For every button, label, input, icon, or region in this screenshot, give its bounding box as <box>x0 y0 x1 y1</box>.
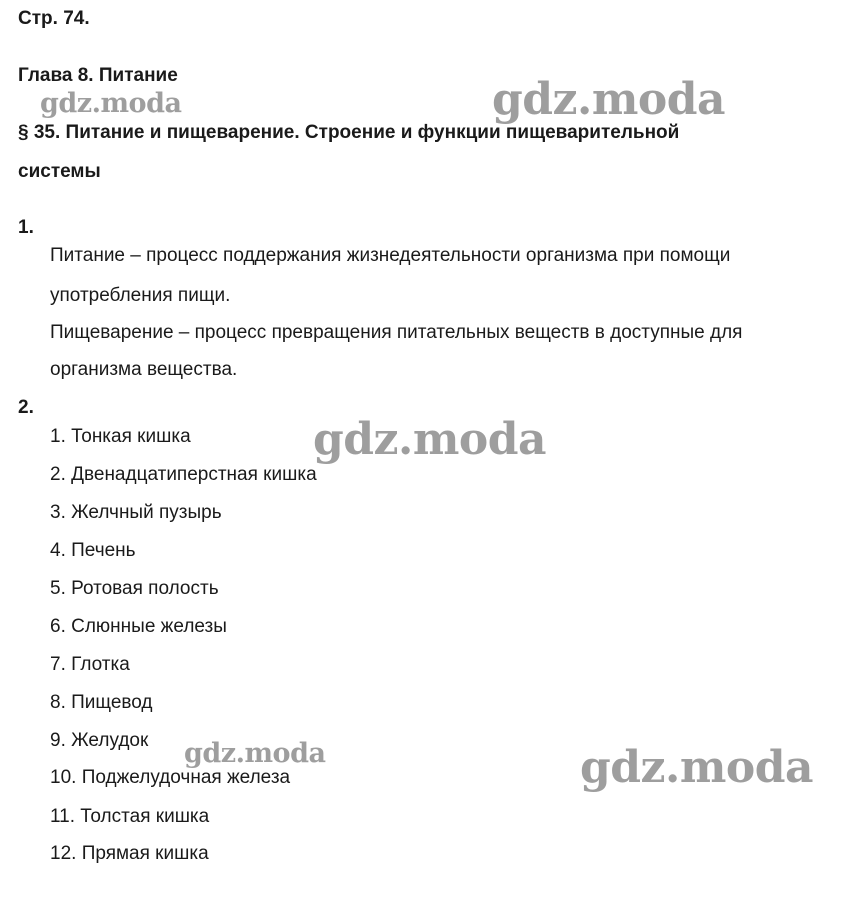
section-title-line-2: системы <box>18 161 101 182</box>
watermark: gdz.moda <box>580 742 814 793</box>
watermark: gdz.moda <box>492 74 726 125</box>
task-1-line: Питание – процесс поддержания жизнедеятельности организма при помощи <box>50 245 731 266</box>
task-1-line: организма вещества. <box>50 359 238 380</box>
list-item: 11. Толстая кишка <box>50 806 210 827</box>
watermark: gdz.moda <box>313 414 547 465</box>
task-1-line: употребления пищи. <box>50 285 231 306</box>
chapter-title: Глава 8. Питание <box>18 65 178 86</box>
list-item: 8. Пищевод <box>50 692 153 713</box>
list-item: 1. Тонкая кишка <box>50 426 191 447</box>
list-item: 10. Поджелудочная железа <box>50 767 291 788</box>
list-item: 2. Двенадцатиперстная кишка <box>50 464 317 485</box>
list-item: 12. Прямая кишка <box>50 843 209 864</box>
list-item: 5. Ротовая полость <box>50 578 219 599</box>
task-2-number: 2. <box>18 397 34 418</box>
list-item: 3. Желчный пузырь <box>50 502 222 523</box>
section-title-line-1: § 35. Питание и пищеварение. Строение и функции пищеварительной <box>18 122 680 143</box>
list-item: 9. Желудок <box>50 730 149 751</box>
list-item: 4. Печень <box>50 540 136 561</box>
watermark: gdz.moda <box>184 738 326 769</box>
list-item: 7. Глотка <box>50 654 130 675</box>
list-item: 6. Слюнные железы <box>50 616 227 637</box>
task-1-line: Пищеварение – процесс превращения питательных веществ в доступные для <box>50 322 743 343</box>
task-1-number: 1. <box>18 217 34 238</box>
page-label: Стр. 74. <box>18 8 90 29</box>
watermark: gdz.moda <box>40 88 182 119</box>
